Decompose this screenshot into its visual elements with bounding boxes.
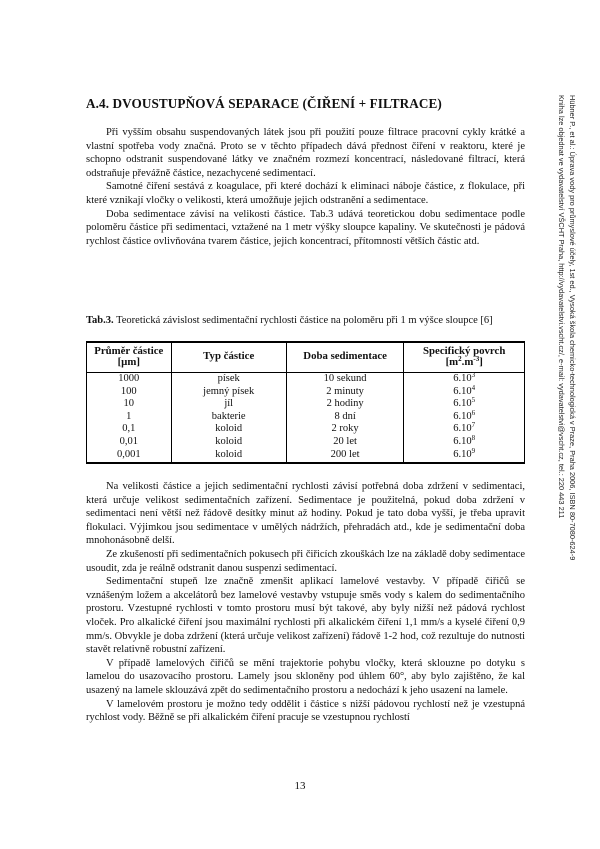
- header-surface-label: Specifický povrch: [423, 344, 506, 357]
- header-surface: [404, 342, 525, 373]
- section-heading: A.4. DVOUSTUPŇOVÁ SEPARACE (ČIŘENÍ + FILTRACE): [86, 96, 442, 111]
- cell-type: jemný písek: [171, 386, 286, 399]
- cell-surface: 6.10$^5$: [404, 398, 525, 411]
- cell-type: koloid: [171, 449, 286, 464]
- citation-line: Hübner P., et al.: Úprava vody pro průmyslové účely, 1st ed., Vysoká škola chemicko-technologická v Praze, Praha 2006, ISBN 80-7080-624-9: [568, 95, 577, 561]
- cell-surface: 6.10$^6$: [404, 411, 525, 424]
- cell-diameter: 100: [87, 386, 172, 399]
- cell-diameter: 0,1: [87, 423, 172, 436]
- table-row: [87, 386, 525, 399]
- cell-surface: 6.10$^4$: [404, 386, 525, 399]
- sedimentation-table: [86, 341, 525, 464]
- table-row: [87, 449, 525, 464]
- paragraph: V lamelovém prostoru je možno tedy oddělit i částice s nižší pádovou rychlostí než je vzestupná rychlost vody. Běžně se při alkalickém čiření pracuje se vzestupnou rychlostí: [86, 698, 525, 724]
- cell-time: 2 minuty: [286, 386, 404, 399]
- header-diameter: [87, 342, 172, 373]
- cell-surface: 6.10$^7$: [404, 423, 525, 436]
- cell-time: 20 let: [286, 436, 404, 449]
- paragraph: Doba sedimentace závisí na velikosti částice. Tab.3 udává teoretickou dobu sedimentace podle poloměru částice při sedimentaci, vztažené na 1 metr výšky sloupce kapaliny. Ve skutečnosti je pádová rychlost částice ovlivňována tvarem částice, jejich koncentrací, přítomností větších částic atd.: [86, 208, 525, 247]
- paragraph: Sedimentační stupeň lze značně zmenšit aplikací lamelové vestavby. V případě čiřičů se vznášeným ložem a akcelátorů bez lamelové vestavby vstupuje směs vody s kalem do sedimentačního prostoru. Vzestupné rychlosti v tomto prostoru musí být takové, aby byly nižší než pádová rychlost vloček. Pro alkalické čiření jsou maximální rychlosti při alkalickém čiření 1,1 mm/s a kyselé čiření 0,9 mm/s. Obvykle je doba zdržení (která určuje velikost zařízení) řádově 1-2 hod, což rezultuje do nutnosti stavět relativně robustní zařízení.: [86, 576, 525, 656]
- cell-type: koloid: [171, 436, 286, 449]
- cell-surface: 6.10$^9$: [404, 449, 525, 464]
- table-row: [87, 436, 525, 449]
- table-caption: [86, 314, 525, 327]
- header-surface-unit: $[m^2.m^{-3}]$: [445, 355, 483, 368]
- cell-type: písek: [171, 373, 286, 386]
- cell-type: koloid: [171, 423, 286, 436]
- cell-surface: 6.10$^3$: [404, 373, 525, 386]
- table-row: [87, 373, 525, 386]
- cell-time: 200 let: [286, 449, 404, 464]
- cell-diameter: 10: [87, 398, 172, 411]
- cell-time: 10 sekund: [286, 373, 404, 386]
- intro-text: [86, 126, 525, 248]
- paragraph: Samotné čiření sestává z koagulace, při které dochází k eliminaci náboje částice, z flokulace, při které vznikají vločky o velikosti, která umožňuje jejich odstranění a sedimentace.: [86, 181, 525, 206]
- paragraph: Při vyšším obsahu suspendovaných látek jsou při použití pouze filtrace pracovní cykly krátké a vlastní spotřeba vody značná. Proto se v těchto případech dává přednost čiření v reaktoru, které je schopno odstranit suspendované látky ve značném rozmezí koncentrací, následované filtrací, která odstraňuje převážně částice, nezachycené sedimentací.: [86, 127, 525, 179]
- paragraph: Ze zkušeností při sedimentačních pokusech při čiřicích zkouškách lze na základě doby sedimentace usoudit, zda je reálně odstranit danou suspenzi sedimentací.: [86, 548, 525, 574]
- table-row: [87, 398, 525, 411]
- cell-diameter: 1: [87, 411, 172, 424]
- table-caption-text: Teoretická závislost sedimentační rychlosti částice na poloměru při 1 m výšce sloupce [6]: [113, 315, 493, 326]
- citation-margin-note: [556, 95, 577, 655]
- header-time: Doba sedimentace: [286, 342, 404, 373]
- cell-type: bakterie: [171, 411, 286, 424]
- order-info-line: Kniha lze objednat ve vydavatelství VŠCHT Praha, http://vydavatelstvi.vscht.cz/, e-mail: vydavatelstvi@vscht.cz, tel.: 220 443 211: [557, 95, 567, 519]
- cell-diameter: 0,01: [87, 436, 172, 449]
- body-text: [86, 480, 525, 725]
- page-number: 13: [294, 780, 306, 792]
- header-diameter-label: Průměr částice: [94, 344, 164, 357]
- table-caption-label: Tab.3.: [86, 315, 114, 326]
- header-type: Typ částice: [171, 342, 286, 373]
- cell-diameter: 0,001: [87, 449, 172, 464]
- cell-surface: 6.10$^8$: [404, 436, 525, 449]
- cell-type: jíl: [171, 398, 286, 411]
- header-diameter-unit: [µm]: [117, 356, 140, 368]
- paragraph: Na velikosti částice a jejich sedimentační rychlosti závisí potřebná doba zdržení v sedimentaci, která určuje velikost sedimentačních zařízení. Sedimentace je použitelná, pokud doba zdržení v sedimentaci není větší než řádově desítky minut až hodiny. Pokud je tato doba vyšší, je třeba upravit flokulaci. Výjimkou jsou sedimentace v umělých nádržích, přehradách atd., kde je sedimentační doba mnohonásobně delší.: [86, 481, 525, 547]
- paragraph: V případě lamelových čiřičů se mění trajektorie pohybu vločky, která sklouzne po dotyku s lamelou do usazovacího prostoru. Lamely jsou skloněny pod úhlem 60°, aby bylo zajištěno, že kal usazený na lamele sklouzává zpět do sedimentačního prostoru a nedochází k jeho usazení na lamele.: [86, 657, 525, 696]
- table-body: [87, 373, 525, 464]
- cell-time: 2 roky: [286, 423, 404, 436]
- cell-diameter: 1000: [87, 373, 172, 386]
- table-header-row: [87, 342, 525, 373]
- table-row: [87, 423, 525, 436]
- cell-time: 8 dní: [286, 411, 404, 424]
- table-row: [87, 411, 525, 424]
- cell-time: 2 hodiny: [286, 398, 404, 411]
